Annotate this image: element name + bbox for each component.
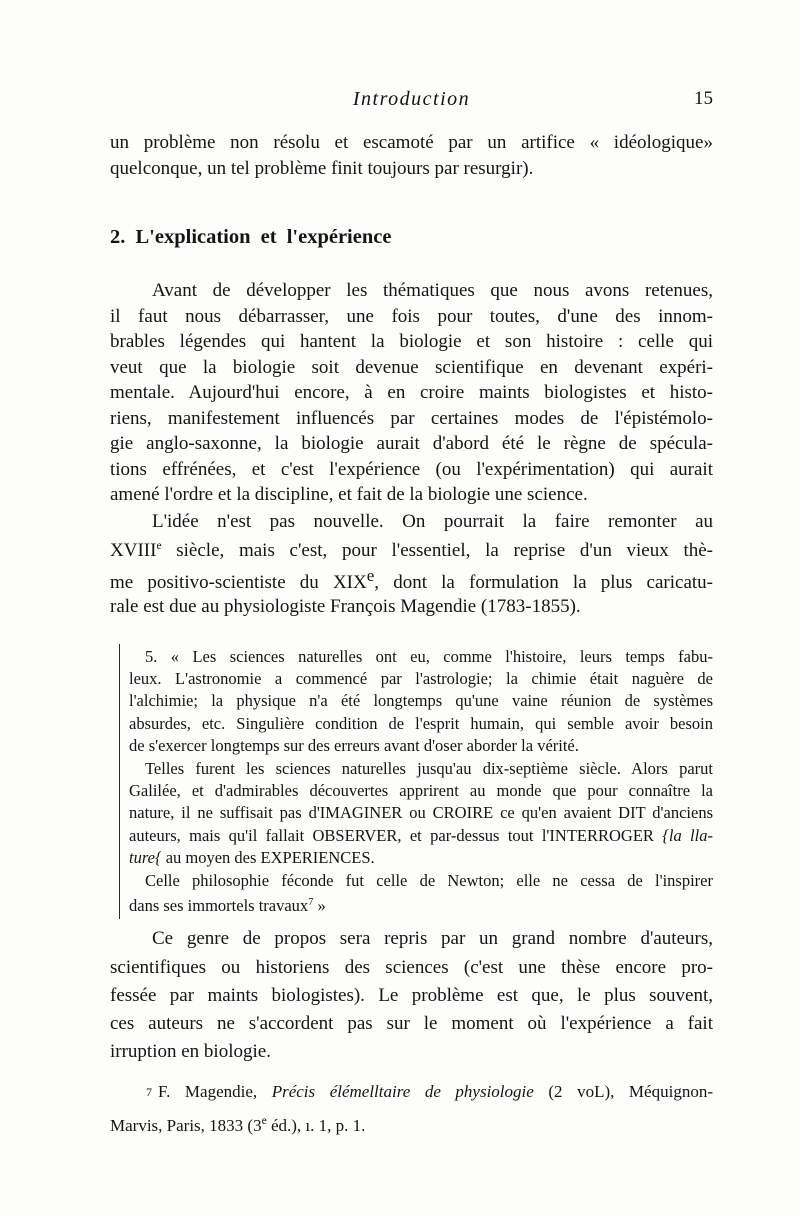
- footnote-marker: 7: [146, 1085, 152, 1100]
- text-line: [110, 534, 713, 564]
- footnote: [110, 1078, 713, 1140]
- text-line: brables légendes qui hantent la biologie et son histoire : celle qui: [110, 331, 713, 352]
- quote-line: 5. « Les sciences naturelles ont eu, comme l'histoire, leurs temps fabu-: [145, 646, 713, 666]
- page-number: 15: [694, 88, 713, 109]
- quote-line: [129, 847, 713, 869]
- text-line: un problème non résolu et escamoté par un artifice « idéologique»: [110, 132, 713, 153]
- footnote-reference: 7: [308, 896, 314, 908]
- paragraph-ce-genre: [110, 925, 713, 1066]
- text-line: il faut nous débarrasser, une fois pour toutes, d'une des innom-: [110, 305, 713, 327]
- edition-superscript: e: [261, 1115, 267, 1128]
- line-text: (2 voL), Méquignon-: [533, 1082, 713, 1102]
- footnote-line: [110, 1107, 713, 1140]
- paragraph-continuation: [110, 130, 713, 181]
- text-line: Ce genre de propos sera repris par un grand nombre d'auteurs,: [152, 928, 713, 950]
- quote-line: leux. L'astronomie a commencé par l'astrologie; la chimie était naguère de: [129, 668, 713, 688]
- quote-line: Celle philosophie féconde fut celle de Newton; elle ne cessa de l'inspirer: [145, 870, 713, 890]
- quote-line: Galilée, et d'admirables découvertes apprirent au monde que pour connaître la: [129, 780, 713, 800]
- text-line: fessée par maints biologistes). Le problème est que, le plus souvent,: [110, 984, 713, 1006]
- line-text: Marvis, Paris, 1833 (3: [110, 1116, 262, 1136]
- footnote-line: [110, 1078, 713, 1107]
- book-title: Précis élémelltaire de physiologie: [271, 1082, 534, 1102]
- quote-line: [129, 892, 713, 917]
- italic-fragment: ture{: [129, 848, 162, 868]
- text-line: rale est due au physiologiste François Magendie (1783-1855).: [110, 596, 581, 617]
- text-line: gie anglo-saxonne, la biologie aurait d'abord été le règne de spécula-: [110, 433, 713, 454]
- block-quote: [119, 644, 713, 920]
- line-text: dans ses immortels travaux: [129, 895, 309, 915]
- paragraph-idee: [110, 510, 713, 620]
- text-line: [110, 564, 713, 596]
- line-text: auteurs, mais qu'il fallait OBSERVER, et par-dessus tout l'INTERROGER: [129, 825, 663, 845]
- text-line: veut que la biologie soit devenue scientifique en devenant expéri-: [110, 356, 713, 378]
- quote-line: nature, il ne suffisait pas d'IMAGINER ou CROIRE ce qu'en avaient DIT d'anciens: [129, 803, 713, 823]
- line-text: au moyen des EXPERIENCES.: [161, 848, 375, 868]
- quote-line: l'alchimie; la physique n'a été longtemps qu'une vaine réunion de systèmes: [129, 691, 713, 711]
- running-title: Introduction: [352, 88, 471, 110]
- quote-line: [129, 825, 713, 847]
- century-numeral: XIX: [332, 571, 367, 593]
- quote-line: de s'exercer longtemps sur des erreurs avant d'oser aborder la vérité.: [129, 736, 579, 756]
- italic-fragment: {la lla-: [662, 825, 713, 845]
- text-line: amené l'ordre et la discipline, et fait de la biologie une science.: [110, 484, 588, 505]
- section-heading: 2. L'explication et l'expérience: [110, 226, 392, 248]
- text-line: ces auteurs ne s'accordent pas sur le moment où l'expérience a fait: [110, 1012, 713, 1034]
- century-numeral: XVIII: [110, 540, 157, 561]
- quote-line: Telles furent les sciences naturelles jusqu'au dix-septième siècle. Alors parut: [145, 758, 713, 778]
- text-line: tions effrénées, et c'est l'expérience (ou l'expérimentation) qui aurait: [110, 458, 713, 480]
- text-line: riens, manifestement influencés par certaines modes de l'épistémolo-: [110, 407, 713, 429]
- ordinal-superscript-large: e: [366, 565, 375, 585]
- line-text: éd.), ı. 1, p. 1.: [266, 1116, 366, 1136]
- text-line: L'idée n'est pas nouvelle. On pourrait la faire remonter au: [152, 510, 713, 532]
- line-text: F. Magendie,: [158, 1082, 272, 1102]
- line-text: me positivo-scientiste du: [110, 571, 333, 593]
- text-line: mentale. Aujourd'hui encore, à en croire maints biologistes et histo-: [110, 382, 713, 403]
- quote-line: absurdes, etc. Singulière condition de l'esprit humain, qui semble avoir besoin: [129, 713, 713, 733]
- text-line: Avant de développer les thématiques que nous avons retenues,: [152, 280, 713, 301]
- paragraph-avant: [110, 278, 713, 508]
- line-text: , dont la formulation la plus caricatu-: [374, 571, 713, 593]
- ordinal-superscript: e: [156, 540, 162, 552]
- closing-guillemet: »: [313, 895, 326, 915]
- page-header: [110, 86, 713, 112]
- text-line: irruption en biologie.: [110, 1041, 271, 1063]
- text-line: scientifiques ou historiens des sciences (c'est une thèse encore pro-: [110, 956, 713, 978]
- line-text: siècle, mais c'est, pour l'essentiel, la reprise d'un vieux thè-: [161, 540, 713, 561]
- text-line: quelconque, un tel problème finit toujours par resurgir).: [110, 157, 534, 179]
